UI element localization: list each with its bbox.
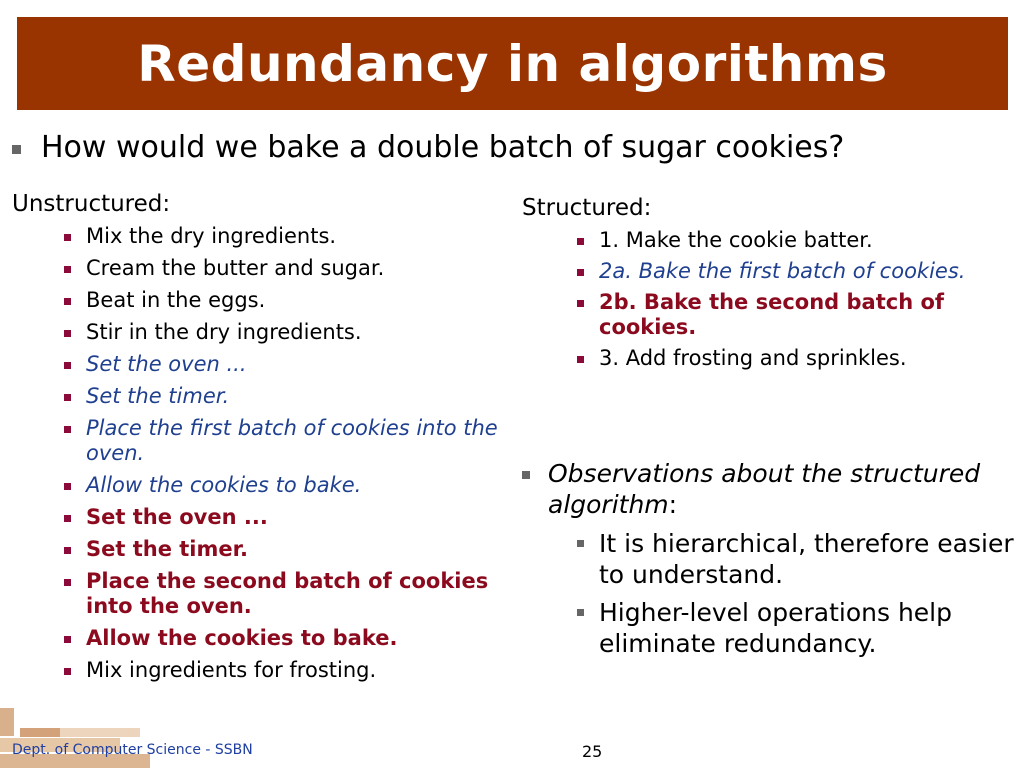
square-bullet-icon bbox=[64, 636, 71, 643]
observations-heading: Observations about the structured algorithm bbox=[548, 459, 981, 519]
square-bullet-icon bbox=[64, 234, 71, 241]
unstructured-item-text: Mix the dry ingredients. bbox=[86, 224, 337, 248]
lead-text: How would we bake a double batch of sugar cookies? bbox=[41, 130, 845, 165]
square-bullet-icon bbox=[577, 540, 584, 547]
slide-title: Redundancy in algorithms bbox=[137, 34, 888, 93]
unstructured-item bbox=[62, 658, 502, 683]
observation-item bbox=[575, 597, 1015, 659]
observations-list bbox=[575, 528, 1015, 666]
observation-item-text: It is hierarchical, therefore easier to understand. bbox=[599, 529, 1014, 589]
square-bullet-icon bbox=[64, 362, 71, 369]
structured-list bbox=[575, 228, 995, 377]
structured-item bbox=[575, 346, 995, 371]
unstructured-item bbox=[62, 256, 502, 281]
unstructured-item-text: Place the first batch of cookies into the oven. bbox=[86, 416, 498, 465]
unstructured-item-text: Stir in the dry ingredients. bbox=[86, 320, 362, 344]
structured-item-text: 3. Add frosting and sprinkles. bbox=[599, 346, 907, 370]
unstructured-item-text: Allow the cookies to bake. bbox=[86, 473, 362, 497]
structured-item-text: 2a. Bake the first batch of cookies. bbox=[599, 259, 966, 283]
unstructured-item bbox=[62, 352, 502, 377]
observations-bullet bbox=[522, 458, 1002, 520]
unstructured-item-text: Set the oven ... bbox=[86, 352, 247, 376]
square-bullet-icon bbox=[64, 426, 71, 433]
unstructured-list bbox=[62, 224, 502, 690]
square-bullet-icon bbox=[522, 471, 530, 479]
unstructured-item-text: Set the timer. bbox=[86, 537, 248, 561]
footer-department: Dept. of Computer Science - SSBN bbox=[12, 742, 253, 758]
square-bullet-icon bbox=[577, 238, 584, 245]
square-bullet-icon bbox=[577, 609, 584, 616]
unstructured-item bbox=[62, 537, 502, 562]
square-bullet-icon bbox=[577, 269, 584, 276]
unstructured-item-text: Place the second batch of cookies into the oven. bbox=[86, 569, 489, 618]
unstructured-item bbox=[62, 288, 502, 313]
observations-colon: : bbox=[668, 490, 678, 519]
structured-item-text: 2b. Bake the second batch of cookies. bbox=[599, 290, 945, 339]
structured-item bbox=[575, 290, 995, 340]
observation-item bbox=[575, 528, 1015, 590]
square-bullet-icon bbox=[64, 515, 71, 522]
unstructured-item-text: Mix ingredients for frosting. bbox=[86, 658, 377, 682]
unstructured-item-text: Allow the cookies to bake. bbox=[86, 626, 398, 650]
lead-bullet bbox=[12, 130, 844, 165]
square-bullet-icon bbox=[64, 298, 71, 305]
structured-item-text: 1. Make the cookie batter. bbox=[599, 228, 873, 252]
square-bullet-icon bbox=[64, 547, 71, 554]
unstructured-item bbox=[62, 320, 502, 345]
square-bullet-icon bbox=[64, 668, 71, 675]
square-bullet-icon bbox=[64, 330, 71, 337]
square-bullet-icon bbox=[64, 579, 71, 586]
unstructured-item bbox=[62, 473, 502, 498]
unstructured-item bbox=[62, 384, 502, 409]
unstructured-item-text: Set the oven ... bbox=[86, 505, 268, 529]
unstructured-item bbox=[62, 626, 502, 651]
unstructured-item bbox=[62, 416, 502, 466]
square-bullet-icon bbox=[64, 266, 71, 273]
observation-item-text: Higher-level operations help eliminate redundancy. bbox=[599, 598, 952, 658]
unstructured-item-text: Beat in the eggs. bbox=[86, 288, 266, 312]
page-number: 25 bbox=[582, 742, 603, 761]
square-bullet-icon bbox=[12, 145, 21, 154]
title-bar bbox=[17, 17, 1008, 110]
unstructured-item bbox=[62, 505, 502, 530]
structured-heading: Structured: bbox=[522, 195, 652, 221]
brick-decoration-icon bbox=[0, 708, 160, 768]
structured-item bbox=[575, 259, 995, 284]
unstructured-item-text: Set the timer. bbox=[86, 384, 230, 408]
square-bullet-icon bbox=[64, 483, 71, 490]
unstructured-item bbox=[62, 569, 502, 619]
unstructured-item bbox=[62, 224, 502, 249]
structured-item bbox=[575, 228, 995, 253]
square-bullet-icon bbox=[64, 394, 71, 401]
square-bullet-icon bbox=[577, 356, 584, 363]
unstructured-heading: Unstructured: bbox=[12, 191, 171, 217]
square-bullet-icon bbox=[577, 300, 584, 307]
unstructured-item-text: Cream the butter and sugar. bbox=[86, 256, 385, 280]
